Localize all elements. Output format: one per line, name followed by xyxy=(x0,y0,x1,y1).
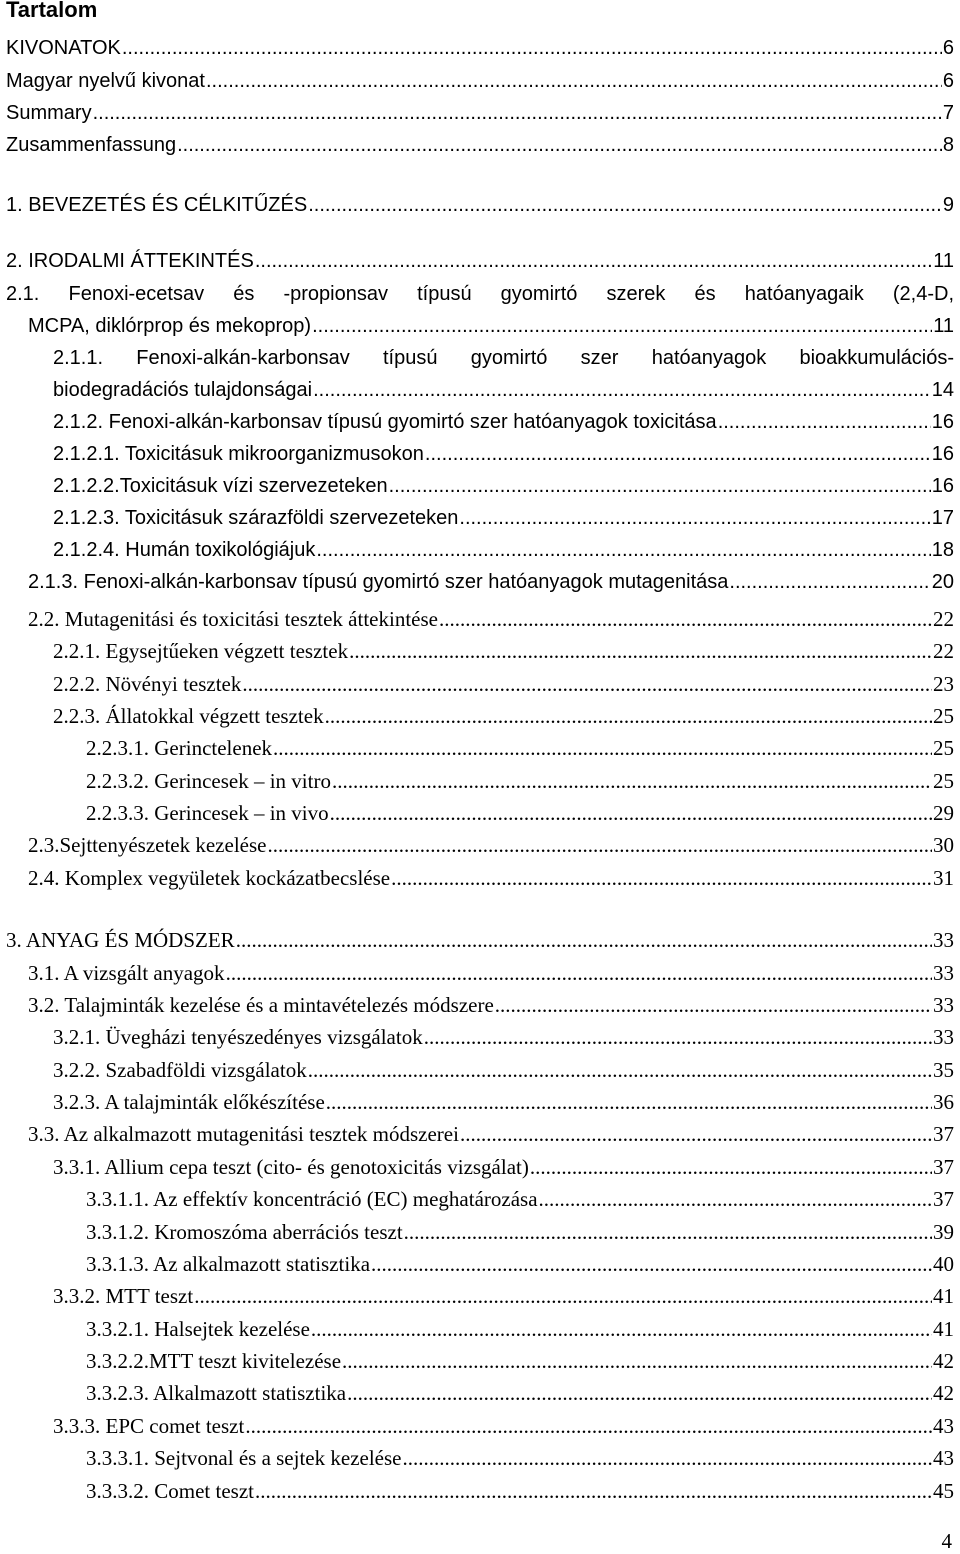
toc-entry-page: 29 xyxy=(933,801,954,825)
toc-entry-label: 2.1.2.4. Humán toxikológiájuk xyxy=(53,539,316,561)
toc-entry-page: 42 xyxy=(933,1349,954,1373)
dot-leader xyxy=(402,1442,932,1474)
toc-entry-page: 41 xyxy=(933,1317,954,1341)
dot-leader xyxy=(424,1021,932,1053)
toc-entry-label: 2.4. Komplex vegyületek kockázatbecslése xyxy=(28,866,391,890)
toc-entry[interactable] xyxy=(86,1313,954,1345)
toc-entry-page: 17 xyxy=(931,507,954,529)
toc-entry[interactable] xyxy=(53,438,954,470)
toc-entry[interactable] xyxy=(6,129,954,161)
toc-entry[interactable] xyxy=(53,1280,954,1312)
dot-leader xyxy=(530,1151,932,1183)
toc-entry[interactable] xyxy=(53,700,954,732)
dot-leader xyxy=(330,797,932,829)
dot-leader xyxy=(273,732,932,764)
toc-entry-label: 3.3.3. EPC comet teszt xyxy=(53,1414,245,1438)
toc-entry-label: 2.2.3.2. Gerincesek – in vitro xyxy=(86,769,331,793)
toc-entry-page: 7 xyxy=(942,102,954,124)
dot-leader xyxy=(194,1280,932,1312)
toc-entry-label: 3. ANYAG ÉS MÓDSZER xyxy=(6,928,235,952)
dot-leader xyxy=(316,534,930,566)
dot-leader xyxy=(255,1475,932,1507)
toc-entry-label: KIVONATOK xyxy=(6,37,121,59)
page-title: Tartalom xyxy=(6,0,98,22)
toc-entry-page: 25 xyxy=(933,736,954,760)
dot-leader xyxy=(347,1377,932,1409)
toc-entry-label: 3.2.3. A talajminták előkészítése xyxy=(53,1090,325,1114)
toc-entry-page: 18 xyxy=(931,539,954,561)
dot-leader xyxy=(93,97,942,129)
toc-entry[interactable] xyxy=(28,957,954,989)
toc-entry-page: 16 xyxy=(931,475,954,497)
toc-entry-page: 37 xyxy=(933,1122,954,1146)
toc-entry-page: 23 xyxy=(933,672,954,696)
toc-entry-label: 3.3.2. MTT teszt xyxy=(53,1284,194,1308)
toc-entry-page: 6 xyxy=(942,70,954,92)
toc-entry[interactable] xyxy=(53,1086,954,1118)
toc-entry-page: 39 xyxy=(933,1220,954,1244)
page-number: 4 xyxy=(941,1529,952,1553)
toc-entry[interactable] xyxy=(28,310,954,342)
toc-entry[interactable] xyxy=(28,862,954,894)
dot-leader xyxy=(349,635,932,667)
toc-entry-page: 37 xyxy=(933,1187,954,1211)
dot-leader xyxy=(206,65,942,97)
toc-entry-page: 40 xyxy=(933,1252,954,1276)
dot-leader xyxy=(236,924,932,956)
toc-entry-label: Zusammenfassung xyxy=(6,134,177,156)
toc-entry-wrapped-line[interactable]: 2.1.1. Fenoxi-alkán-karbonsav típusú gyomirtó szer hatóanyagok bioakkumulációs- xyxy=(53,347,954,369)
dot-leader xyxy=(460,1118,932,1150)
toc-entry-page: 6 xyxy=(942,37,954,59)
toc-entry-page: 16 xyxy=(931,411,954,433)
toc-entry[interactable] xyxy=(86,1345,954,1377)
toc-entry-label: 1. BEVEZETÉS ÉS CÉLKITŰZÉS xyxy=(6,194,308,216)
toc-entry[interactable] xyxy=(86,732,954,764)
toc-entry-page: 16 xyxy=(931,443,954,465)
toc-entry-label: 2.2.3.3. Gerincesek – in vivo xyxy=(86,801,329,825)
toc-entry-label: Summary xyxy=(6,102,92,124)
dot-leader xyxy=(308,189,942,221)
dot-leader xyxy=(718,406,931,438)
toc-entry-label: 3.3.2.2.MTT teszt kivitelezése xyxy=(86,1349,342,1373)
dot-leader xyxy=(267,829,932,861)
toc-entry-page: 45 xyxy=(933,1479,954,1503)
toc-entry-page: 25 xyxy=(933,704,954,728)
toc-entry[interactable] xyxy=(28,1118,954,1150)
dot-leader xyxy=(177,129,942,161)
toc-entry-label: 2.2.3.1. Gerinctelenek xyxy=(86,736,273,760)
toc-entry-label: 2.1.2.2.Toxicitásuk vízi szervezeteken xyxy=(53,475,388,497)
dot-leader xyxy=(122,32,942,64)
toc-entry[interactable] xyxy=(53,406,954,438)
toc-entry[interactable] xyxy=(53,534,954,566)
toc-entry-label: 2.1.2. Fenoxi-alkán-karbonsav típusú gyomirtó szer hatóanyagok toxicitása xyxy=(53,411,717,433)
dot-leader xyxy=(425,438,931,470)
toc-entry[interactable] xyxy=(6,189,954,221)
toc-entry[interactable] xyxy=(6,65,954,97)
toc-entry-page: 33 xyxy=(933,1025,954,1049)
toc-entry-page: 33 xyxy=(933,928,954,952)
toc-entry-page: 9 xyxy=(942,194,954,216)
toc-entry-page: 43 xyxy=(933,1446,954,1470)
dot-leader xyxy=(308,1054,932,1086)
toc-entry-page: 25 xyxy=(933,769,954,793)
dot-leader xyxy=(439,603,932,635)
toc-entry-label: 2.1.3. Fenoxi-alkán-karbonsav típusú gyomirtó szer hatóanyagok mutagenitása xyxy=(28,571,729,593)
dot-leader xyxy=(313,374,931,406)
toc-entry-label: 2.3.Sejttenyészetek kezelése xyxy=(28,833,267,857)
dot-leader xyxy=(311,1313,932,1345)
toc-entry[interactable] xyxy=(86,765,954,797)
toc-entry-label: 2.2. Mutagenitási és toxicitási tesztek áttekintése xyxy=(28,607,438,631)
toc-entry-label: 3.3.2.1. Halsejtek kezelése xyxy=(86,1317,310,1341)
toc-entry-label: Magyar nyelvű kivonat xyxy=(6,70,205,92)
dot-leader xyxy=(459,502,930,534)
toc-entry-page: 37 xyxy=(933,1155,954,1179)
toc-entry-page: 35 xyxy=(933,1058,954,1082)
toc-entry[interactable] xyxy=(28,566,954,598)
toc-entry-page: 31 xyxy=(933,866,954,890)
dot-leader xyxy=(539,1183,932,1215)
toc-entry-label: 3.3.3.2. Comet teszt xyxy=(86,1479,254,1503)
toc-entry[interactable] xyxy=(6,97,954,129)
toc-entry[interactable] xyxy=(53,635,954,667)
toc-entry-label: MCPA, diklórprop és mekoprop) xyxy=(28,315,312,337)
toc-entry[interactable] xyxy=(86,1377,954,1409)
toc-entry-label: 3.3.3.1. Sejtvonal és a sejtek kezelése xyxy=(86,1446,402,1470)
toc-entry-page: 22 xyxy=(933,639,954,663)
toc-entry-label: 3.2. Talajminták kezelése és a mintavételezés módszere xyxy=(28,993,494,1017)
toc-entry-page: 33 xyxy=(933,961,954,985)
toc-entry[interactable] xyxy=(53,1054,954,1086)
toc-entry-label: 3.2.2. Szabadföldi vizsgálatok xyxy=(53,1058,307,1082)
toc-entry[interactable] xyxy=(53,470,954,502)
toc-entry[interactable] xyxy=(86,1442,954,1474)
toc-entry[interactable] xyxy=(53,668,954,700)
toc-entry[interactable] xyxy=(53,502,954,534)
toc-entry[interactable] xyxy=(6,245,954,277)
dot-leader xyxy=(495,989,932,1021)
toc-entry[interactable] xyxy=(53,1151,954,1183)
toc-entry-label: 3.1. A vizsgált anyagok xyxy=(28,961,225,985)
toc-entry-label: 3.3.1. Allium cepa teszt (cito- és genotoxicitás vizsgálat) xyxy=(53,1155,529,1179)
toc-entry-label: 2. IRODALMI ÁTTEKINTÉS xyxy=(6,250,254,272)
toc-entry-page: 36 xyxy=(933,1090,954,1114)
toc-entry-page: 42 xyxy=(933,1381,954,1405)
dot-leader xyxy=(245,1410,932,1442)
dot-leader xyxy=(391,862,932,894)
toc-entry[interactable] xyxy=(86,1475,954,1507)
dot-leader xyxy=(312,310,932,342)
toc-entry-label: 2.1.2.3. Toxicitásuk szárazföldi szervezeteken xyxy=(53,507,459,529)
toc-entry-label: 2.2.2. Növényi tesztek xyxy=(53,672,242,696)
toc-entry-label: 3.3.1.1. Az effektív koncentráció (EC) meghatározása xyxy=(86,1187,538,1211)
dot-leader xyxy=(326,1086,932,1118)
dot-leader xyxy=(342,1345,932,1377)
toc-entry-page: 41 xyxy=(933,1284,954,1308)
toc-entry[interactable] xyxy=(53,1410,954,1442)
dot-leader xyxy=(404,1216,932,1248)
toc-entry[interactable] xyxy=(6,924,954,956)
dot-leader xyxy=(371,1248,932,1280)
dot-leader xyxy=(389,470,931,502)
toc-entry-label: 3.3.1.3. Az alkalmazott statisztika xyxy=(86,1252,371,1276)
toc-entry-page: 14 xyxy=(931,379,954,401)
dot-leader xyxy=(729,566,930,598)
toc-entry-label: 3.3.2.3. Alkalmazott statisztika xyxy=(86,1381,347,1405)
toc-entry[interactable] xyxy=(86,1216,954,1248)
toc-entry-page: 20 xyxy=(931,571,954,593)
toc-entry-page: 43 xyxy=(933,1414,954,1438)
toc-entry-label: 3.2.1. Üvegházi tenyészedényes vizsgálatok xyxy=(53,1025,423,1049)
toc-entry-page: 30 xyxy=(933,833,954,857)
toc-entry-label: 2.2.3. Állatokkal végzett tesztek xyxy=(53,704,324,728)
toc-entry[interactable] xyxy=(6,32,954,64)
dot-leader xyxy=(226,957,932,989)
toc-entry-page: 11 xyxy=(933,250,954,272)
toc-entry[interactable] xyxy=(86,1248,954,1280)
toc-entry-page: 33 xyxy=(933,993,954,1017)
dot-leader xyxy=(325,700,932,732)
dot-leader xyxy=(242,668,932,700)
toc-entry[interactable] xyxy=(53,1021,954,1053)
toc-entry-label: 3.3. Az alkalmazott mutagenitási tesztek módszerei xyxy=(28,1122,459,1146)
toc-entry-page: 8 xyxy=(942,134,954,156)
toc-entry-label: 2.2.1. Egysejtűeken végzett tesztek xyxy=(53,639,349,663)
dot-leader xyxy=(332,765,932,797)
toc-entry-page: 11 xyxy=(933,315,954,337)
toc-entry-label: biodegradációs tulajdonságai xyxy=(53,379,313,401)
toc-entry[interactable] xyxy=(86,797,954,829)
toc-entry[interactable] xyxy=(28,603,954,635)
toc-entry[interactable] xyxy=(86,1183,954,1215)
toc-entry-wrapped-line[interactable]: 2.1. Fenoxi-ecetsav és -propionsav típusú gyomirtó szerek és hatóanyagaik (2,4-D, xyxy=(6,283,954,305)
dot-leader xyxy=(255,245,932,277)
toc-entry[interactable] xyxy=(28,829,954,861)
toc-entry-label: 3.3.1.2. Kromoszóma aberrációs teszt xyxy=(86,1220,403,1244)
toc-entry[interactable] xyxy=(28,989,954,1021)
toc-entry[interactable] xyxy=(53,374,954,406)
toc-entry-label: 2.1.2.1. Toxicitásuk mikroorganizmusokon xyxy=(53,443,424,465)
toc-entry-page: 22 xyxy=(933,607,954,631)
